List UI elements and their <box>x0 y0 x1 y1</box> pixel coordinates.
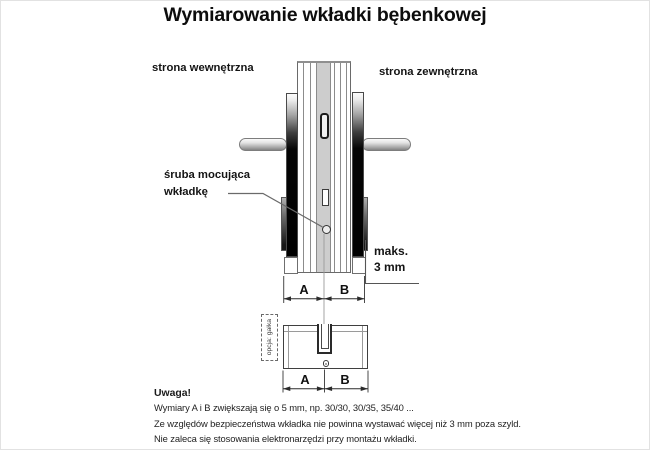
dimension-b-lower: B <box>340 371 350 387</box>
fixing-screw-hole <box>323 360 330 367</box>
max-protrusion-line2: 3 mm <box>374 259 406 274</box>
outer-thumbturn-rod <box>362 138 411 152</box>
dimension-arrow <box>316 296 323 301</box>
cylinder-end-cap <box>362 326 363 368</box>
door-layer-line <box>303 63 304 272</box>
max-protrusion-label <box>374 244 408 275</box>
door-section <box>297 61 352 273</box>
door-layer-line <box>340 63 341 272</box>
outer-plate-end <box>352 257 366 274</box>
max-protrusion-line1: maks. <box>374 244 409 258</box>
dimension-a-upper: A <box>299 281 309 297</box>
inner-escutcheon-plate <box>286 93 298 257</box>
inner-plate-end <box>284 257 298 274</box>
door-layer-line <box>334 63 335 272</box>
inner-side-label: strona wewnętrzna <box>152 62 254 74</box>
door-layer-line <box>310 63 311 272</box>
fixing-screw <box>322 225 331 234</box>
note-line: Nie zaleca się stosowania elektronarzędzi przy montażu wkładki. <box>154 433 417 445</box>
note-line: Ze względów bezpieczeństwa wkładka nie powinna wystawać więcej niż 3 mm poza szyld. <box>154 417 521 429</box>
dimension-arrow <box>324 296 331 301</box>
dimension-a-lower: A <box>300 371 310 387</box>
notes-block <box>154 388 634 449</box>
cylinder-profile-mark <box>320 113 329 139</box>
cam-slot-mark <box>322 189 329 207</box>
notes-heading: Uwaga! <box>154 388 191 399</box>
screw-label-line2: wkładkę <box>164 185 208 198</box>
outer-escutcheon-plate <box>352 92 364 257</box>
knob-option-label: opcja: gałka <box>265 318 273 356</box>
note-line: Wymiary A i B zwiększają się o 5 mm, np. 30/30, 30/35, 35/40 ... <box>154 402 414 413</box>
cam-notch-inner <box>321 324 329 349</box>
knob-option-box <box>261 314 279 361</box>
outer-side-label: strona zewnętrzna <box>379 66 478 78</box>
page-title: Wymiarowanie wkładki bębenkowej <box>163 4 487 26</box>
cylinder-end-cap <box>288 326 289 368</box>
inner-thumbturn-rod <box>239 138 288 152</box>
door-layer-line <box>346 63 347 272</box>
dimension-arrow <box>284 296 291 301</box>
cylinder-body-section <box>316 63 331 272</box>
dimension-arrow <box>357 296 364 301</box>
screw-label-line1: śruba mocująca <box>164 169 251 181</box>
dimension-b-upper: B <box>339 281 350 297</box>
screw-label <box>164 167 250 200</box>
